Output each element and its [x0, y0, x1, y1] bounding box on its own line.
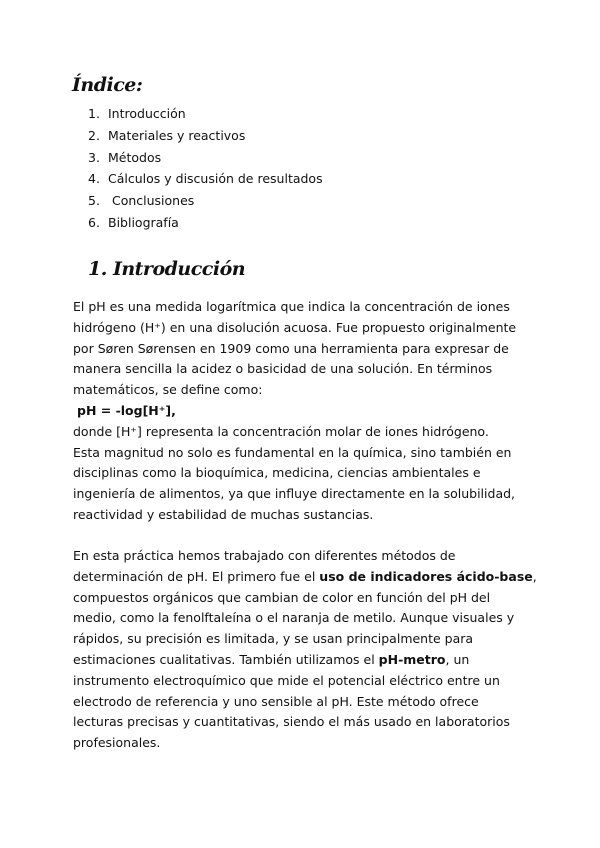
text-line: lecturas precisas y cuantitativas, siendo el más usado en laboratorios [73, 714, 510, 730]
intro-paragraph-1 [73, 297, 528, 526]
text-line: electrodo de referencia y uno sensible al pH. Este método ofrece [73, 693, 479, 709]
text-line: El pH es una medida logarítmica que indica la concentración de iones [73, 299, 510, 314]
text-line: instrumento electroquímico que mide el potencial eléctrico entre un [73, 672, 500, 688]
text-line: medio, como la fenolftaleína o el naranja de metilo. Aunque visuales y [73, 610, 515, 626]
index-item-number: 6. [88, 214, 100, 230]
text-line: ingeniería de alimentos, ya que influye directamente en la solubilidad, [73, 486, 516, 502]
section-title: 1. Introducción [88, 258, 246, 280]
index-item-label: Conclusiones [108, 193, 195, 209]
text-line: donde [H⁺] representa la concentración molar de iones hidrógeno. [73, 423, 489, 439]
text-line: por Søren Sørensen en 1909 como una herramienta para expresar de [73, 340, 509, 356]
text-line: reactividad y estabilidad de muchas sustancias. [73, 506, 374, 522]
text-line: profesionales. [73, 735, 161, 751]
index-item-label: Materiales y reactivos [108, 127, 246, 143]
text-line: manera sencilla la acidez o basicidad de una solución. En términos [73, 361, 493, 377]
index-item-label: Métodos [108, 149, 162, 165]
index-title: Índice: [72, 74, 143, 96]
text-segment: estimaciones cualitativas. También utilizamos el [73, 651, 379, 667]
text-segment: determinación de pH. El primero fue el [73, 568, 320, 584]
text-line: matemáticos, se define como: [73, 382, 263, 398]
index-item-label: Bibliografía [108, 214, 179, 230]
index-list [88, 103, 323, 234]
text-line: En esta práctica hemos trabajado con diferentes métodos de [73, 548, 456, 563]
index-item-label: Introducción [108, 106, 186, 121]
index-item-number: 5. [88, 193, 100, 209]
text-line: disciplinas como la bioquímica, medicina, ciencias ambientales e [73, 465, 481, 481]
text-line: Esta magnitud no solo es fundamental en la química, sino también en [73, 444, 512, 460]
intro-paragraph-2 [73, 546, 537, 754]
text-line: hidrógeno (H⁺) en una disolución acuosa. Fue propuesto originalmente [73, 319, 517, 335]
index-item [88, 190, 323, 212]
index-item-number: 4. [88, 171, 100, 187]
index-item-number: 3. [88, 149, 100, 165]
index-item-number: 2. [88, 127, 100, 143]
index-item-number: 1. [88, 106, 100, 121]
index-item [88, 125, 323, 147]
index-item [88, 147, 323, 169]
bold-term-indicators: uso de indicadores ácido-base [319, 568, 533, 584]
text-segment: , un [445, 651, 470, 667]
index-item-label: Cálculos y discusión de resultados [108, 171, 323, 187]
text-line [73, 650, 528, 671]
index-item [88, 168, 323, 190]
text-line: compuestos orgánicos que cambian de color en función del pH del [73, 589, 491, 605]
index-item [88, 212, 323, 234]
text-line [73, 567, 537, 588]
text-line: rápidos, su precisión es limitada, y se usan principalmente para [73, 631, 474, 647]
ph-formula: pH = -log[H⁺], [77, 402, 176, 418]
index-item [88, 103, 323, 125]
text-segment: , [532, 568, 537, 584]
bold-term-ph-metro: pH-metro [378, 651, 446, 667]
